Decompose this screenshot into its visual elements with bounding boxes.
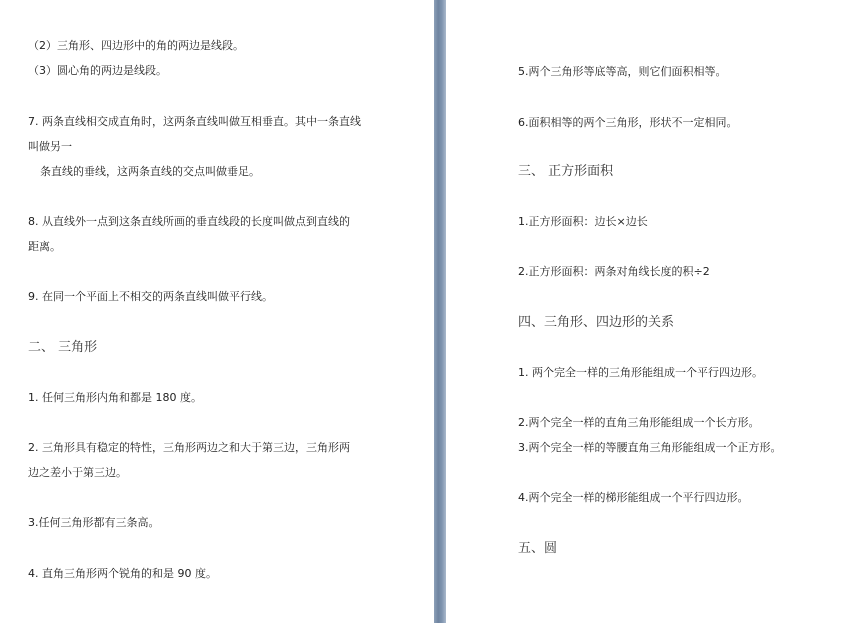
document-page-right xyxy=(446,0,857,623)
section-heading: 二、 三角形 xyxy=(28,340,98,355)
text-line: 4. 直角三角形两个锐角的和是 90 度。 xyxy=(28,567,217,580)
text-line: （3）圆心角的两边是线段。 xyxy=(28,64,167,77)
text-line: 3.两个完全一样的等腰直角三角形能组成一个正方形。 xyxy=(518,441,782,454)
section-heading: 五、圆 xyxy=(518,541,558,556)
section-heading: 三、 正方形面积 xyxy=(518,164,614,179)
page-gutter xyxy=(434,0,446,623)
text-line: 7. 两条直线相交成直角时，这两条直线叫做互相垂直。其中一条直线 xyxy=(28,115,361,128)
section-heading: 四、三角形、四边形的关系 xyxy=(518,315,675,330)
text-line: 8. 从直线外一点到这条直线所画的垂直线段的长度叫做点到直线的 xyxy=(28,215,350,228)
text-line: 4.两个完全一样的梯形能组成一个平行四边形。 xyxy=(518,491,749,504)
text-line: 2.两个完全一样的直角三角形能组成一个长方形。 xyxy=(518,416,760,429)
text-line: 1. 任何三角形内角和都是 180 度。 xyxy=(28,391,202,404)
text-line: 距离。 xyxy=(28,240,61,253)
text-line: 2.正方形面积：两条对角线长度的积÷2 xyxy=(518,265,710,278)
text-line: 5.两个三角形等底等高，则它们面积相等。 xyxy=(518,65,727,78)
text-line: 叫做另一 xyxy=(28,140,72,153)
text-line: 1.正方形面积：边长×边长 xyxy=(518,215,648,228)
text-line: （2）三角形、四边形中的角的两边是线段。 xyxy=(28,39,244,52)
text-line: 1. 两个完全一样的三角形能组成一个平行四边形。 xyxy=(518,366,763,379)
text-line: 9. 在同一个平面上不相交的两条直线叫做平行线。 xyxy=(28,290,273,303)
text-line: 2. 三角形具有稳定的特性，三角形两边之和大于第三边，三角形两 xyxy=(28,441,350,454)
text-line: 边之差小于第三边。 xyxy=(28,466,127,479)
text-line: 3.任何三角形都有三条高。 xyxy=(28,516,160,529)
text-line: 6.面积相等的两个三角形，形状不一定相同。 xyxy=(518,116,738,129)
text-line: 条直线的垂线，这两条直线的交点叫做垂足。 xyxy=(40,165,260,178)
